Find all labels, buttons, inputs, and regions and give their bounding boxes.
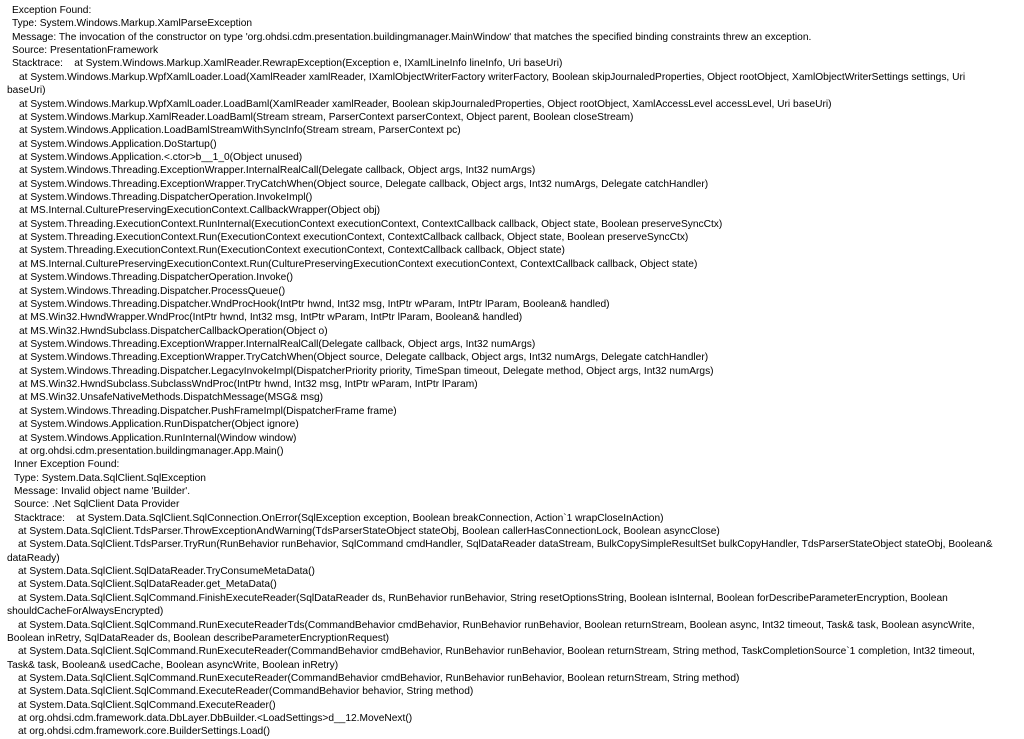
stack-frame-line: at MS.Internal.CulturePreservingExecutionContext.CallbackWrapper(Object obj): [19, 205, 381, 217]
exception-stacktrace-first: Stacktrace: at System.Windows.Markup.XamlReader.RewrapException(Exception e, IXamlLineInfo lineInfo, Uri baseUri): [12, 58, 563, 70]
inner-exception-source: Source: .Net SqlClient Data Provider: [14, 499, 180, 511]
stack-frame-line: at System.Windows.Threading.Dispatcher.WndProcHook(IntPtr hwnd, Int32 msg, IntPtr wParam, IntPtr lParam, Boolean& handled): [19, 298, 610, 310]
stack-frame-line: at System.Threading.ExecutionContext.Run(ExecutionContext executionContext, ContextCallback callback, Object state, Boolean preserveSyncCtx): [19, 232, 689, 244]
stack-frame-line: at System.Windows.Application.<.ctor>b__1_0(Object unused): [19, 151, 303, 163]
stack-frame-line: at System.Data.SqlClient.SqlDataReader.TryConsumeMetaData(): [18, 566, 315, 578]
exception-type: Type: System.Windows.Markup.XamlParseException: [12, 18, 253, 30]
stack-frame-line: at System.Windows.Markup.XamlReader.LoadBaml(Stream stream, ParserContext parserContext, Object parent, Boolean closeStream): [19, 111, 634, 123]
stack-frame-line: at System.Windows.Threading.ExceptionWrapper.TryCatchWhen(Object source, Delegate callback, Object args, Int32 numArgs, Delegate catchHandler): [19, 178, 709, 190]
stack-frame-line: at MS.Win32.UnsafeNativeMethods.DispatchMessage(MSG& msg): [19, 392, 324, 404]
stack-frame-line: dataReady): [7, 552, 60, 564]
stack-frame-line: at System.Windows.Threading.Dispatcher.ProcessQueue(): [19, 285, 286, 297]
stack-frame-line: at System.Windows.Threading.ExceptionWrapper.InternalRealCall(Delegate callback, Object args, Int32 numArgs): [19, 338, 536, 350]
stack-frame-line: Task& task, Boolean& usedCache, Boolean asyncWrite, Boolean inRetry): [7, 659, 339, 671]
stack-frame-line: at System.Windows.Threading.DispatcherOperation.Invoke(): [19, 272, 294, 284]
stack-frame-line: at org.ohdsi.cdm.presentation.buildingmanager.App.Main(): [19, 445, 284, 457]
stack-frame-line: at System.Data.SqlClient.SqlCommand.RunExecuteReaderTds(CommandBehavior cmdBehavior, RunBehavior runBehavior, Boolean returnStream, Boolean async, Int32 timeout, Task& task, Boolean asyncWrite,: [18, 619, 975, 631]
stack-frame-line: at System.Windows.Application.RunDispatcher(Object ignore): [19, 419, 299, 431]
stack-frame-line: at System.Windows.Threading.Dispatcher.PushFrameImpl(DispatcherFrame frame): [19, 405, 397, 417]
stack-frame-line: at MS.Win32.HwndSubclass.DispatcherCallbackOperation(Object o): [19, 325, 328, 337]
stack-frame-line: at System.Data.SqlClient.SqlCommand.FinishExecuteReader(SqlDataReader ds, RunBehavior runBehavior, String resetOptionsString, Boolean isInternal, Boolean forDescribeParameterEncryption, Boolean: [18, 592, 948, 604]
exception-source: Source: PresentationFramework: [12, 45, 159, 57]
stack-frame-line: at System.Data.SqlClient.SqlCommand.RunExecuteReader(CommandBehavior cmdBehavior, RunBehavior runBehavior, Boolean returnStream, String method, TaskCompletionSource`1 completion, Int32 timeout,: [18, 646, 975, 658]
inner-exception-stacktrace-first: Stacktrace: at System.Data.SqlClient.SqlConnection.OnError(SqlException exception, Boolean breakConnection, Action`1 wrapCloseInAction): [14, 512, 664, 524]
stack-frame-line: at System.Windows.Threading.ExceptionWrapper.InternalRealCall(Delegate callback, Object args, Int32 numArgs): [19, 165, 536, 177]
stack-frame-line: baseUri): [7, 85, 46, 97]
stack-frame-line: at MS.Internal.CulturePreservingExecutionContext.Run(CulturePreservingExecutionContext executionContext, ContextCallback callback, Object state): [19, 258, 698, 270]
stack-frame-line: shouldCacheForAlwaysEncrypted): [7, 606, 164, 618]
stack-frame-line: at MS.Win32.HwndSubclass.SubclassWndProc(IntPtr hwnd, Int32 msg, IntPtr wParam, IntPtr lParam): [19, 379, 478, 391]
exception-log: [0, 4, 1016, 739]
stack-frame-line: at System.Windows.Threading.DispatcherOperation.InvokeImpl(): [19, 192, 313, 204]
stack-frame-line: at org.ohdsi.cdm.framework.core.BuilderSettings.Load(): [18, 726, 270, 738]
stack-frame-line: Boolean inRetry, SqlDataReader ds, Boolean describeParameterEncryptionRequest): [7, 632, 390, 644]
stack-frame-line: at System.Data.SqlClient.SqlDataReader.get_MetaData(): [18, 579, 277, 591]
stack-frame-line: at System.Threading.ExecutionContext.RunInternal(ExecutionContext executionContext, ContextCallback callback, Object state, Boolean preserveSyncCtx): [19, 218, 723, 230]
stack-frame-line: at System.Windows.Markup.WpfXamlLoader.LoadBaml(XamlReader xamlReader, Boolean skipJournaledProperties, Object rootObject, XamlAccessLevel accessLevel, Uri baseUri): [19, 98, 832, 110]
inner-exception-title: Inner Exception Found:: [14, 459, 120, 471]
stack-frame-line: at MS.Win32.HwndWrapper.WndProc(IntPtr hwnd, Int32 msg, IntPtr wParam, IntPtr lParam, Boolean& handled): [19, 312, 523, 324]
stack-frame-line: at System.Windows.Application.DoStartup(): [19, 138, 217, 150]
stack-frame-line: at System.Data.SqlClient.SqlCommand.ExecuteReader(CommandBehavior behavior, String method): [18, 686, 474, 698]
inner-exception-message: Message: Invalid object name 'Builder'.: [14, 485, 191, 497]
stack-frame-line: at System.Data.SqlClient.TdsParser.TryRun(RunBehavior runBehavior, SqlCommand cmdHandler, SqlDataReader dataStream, BulkCopySimpleResultSet bulkCopyHandler, TdsParserStateObject stateObj, Boolean&: [18, 539, 993, 551]
stack-frame-line: at System.Threading.ExecutionContext.Run(ExecutionContext executionContext, ContextCallback callback, Object state): [19, 245, 565, 257]
stack-frame-line: at System.Windows.Threading.Dispatcher.LegacyInvokeImpl(DispatcherPriority priority, TimeSpan timeout, Delegate method, Object args, Int32 numArgs): [19, 365, 714, 377]
stack-frame-line: at System.Windows.Application.RunInternal(Window window): [19, 432, 297, 444]
exception-title: Exception Found:: [12, 5, 92, 16]
stack-frame-line: at System.Windows.Threading.ExceptionWrapper.TryCatchWhen(Object source, Delegate callback, Object args, Int32 numArgs, Delegate catchHandler): [19, 352, 709, 364]
stack-frame-line: at System.Data.SqlClient.TdsParser.ThrowExceptionAndWarning(TdsParserStateObject stateObj, Boolean callerHasConnectionLock, Boolean asyncClose): [18, 526, 720, 538]
exception-stacktrace: [0, 71, 1016, 458]
stack-frame-line: at System.Windows.Application.LoadBamlStreamWithSyncInfo(Stream stream, ParserContext pc): [19, 125, 461, 137]
stack-frame-line: at System.Data.SqlClient.SqlCommand.ExecuteReader(): [18, 699, 276, 711]
stack-frame-line: at System.Data.SqlClient.SqlCommand.RunExecuteReader(CommandBehavior cmdBehavior, RunBehavior runBehavior, Boolean returnStream, String method): [18, 672, 740, 684]
stack-frame-line: at System.Windows.Markup.WpfXamlLoader.Load(XamlReader xamlReader, IXamlObjectWriterFactory writerFactory, Boolean skipJournaledProperties, Object rootObject, XamlObjectWriterSettings settings, Uri: [19, 71, 966, 83]
inner-exception-stacktrace: [0, 525, 1016, 739]
inner-exception-type: Type: System.Data.SqlClient.SqlException: [14, 472, 206, 484]
stack-frame-line: at org.ohdsi.cdm.framework.data.DbLayer.DbBuilder.<LoadSettings>d__12.MoveNext(): [18, 713, 413, 725]
exception-message: Message: The invocation of the constructor on type 'org.ohdsi.cdm.presentation.buildingmanager.MainWindow' that matches the specified binding constraints threw an exception.: [12, 31, 812, 43]
